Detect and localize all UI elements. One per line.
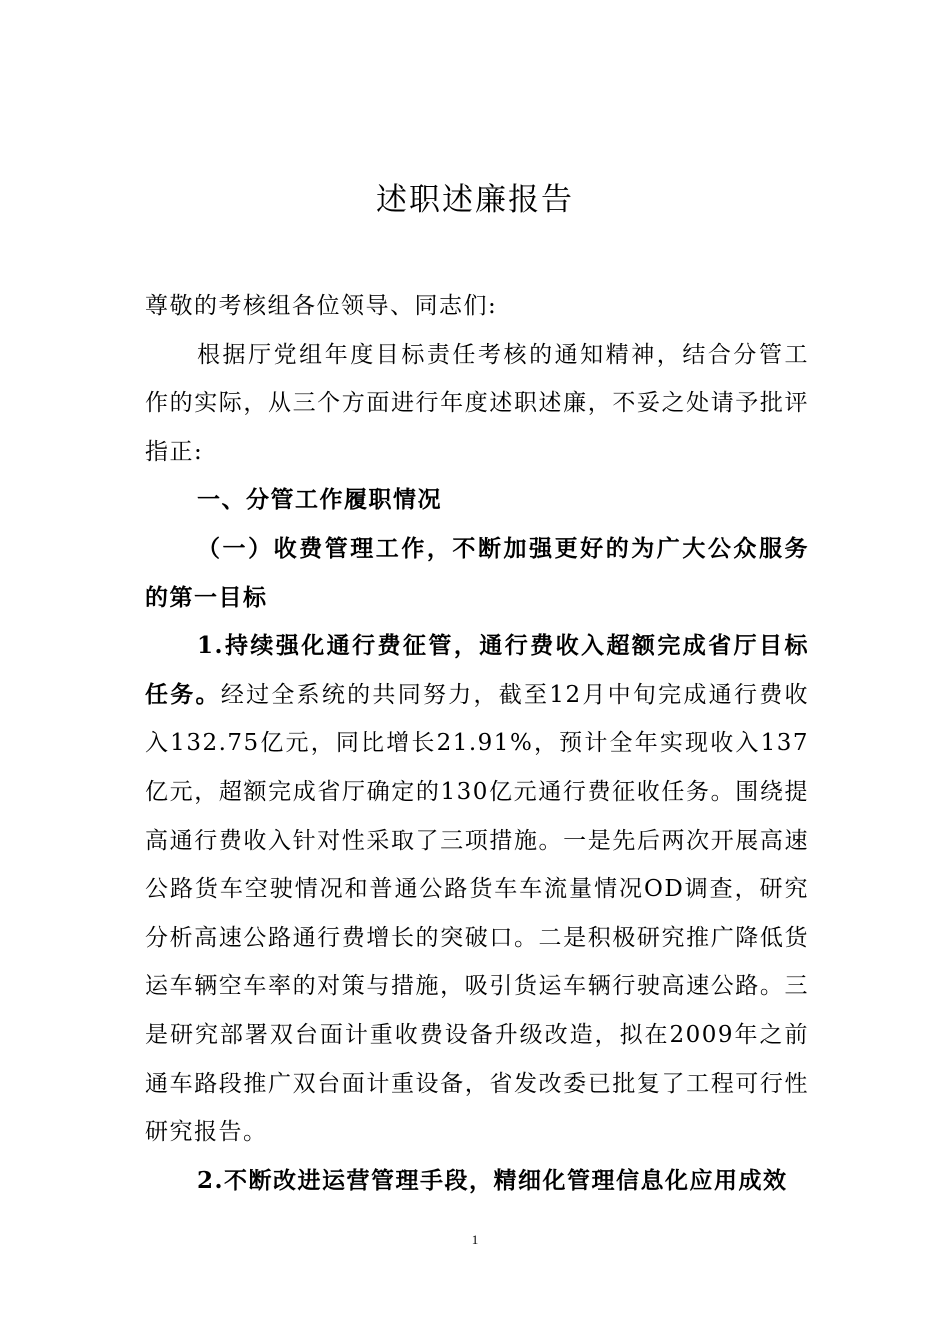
section-heading-1: 一、分管工作履职情况 (197, 487, 442, 514)
page-number: 1 (471, 1232, 479, 1247)
document-title: 述职述廉报告 (376, 182, 574, 218)
item-2-paragraph (145, 1157, 809, 1206)
item-1-lead: 1.持续强化通行费征管，通行费收入超额完成省厅目标任务。 (145, 632, 809, 708)
item-1-paragraph (145, 622, 809, 1157)
subsection-heading-1: （一）收费管理工作，不断加强更好的为广大公众服务的第一目标 (145, 534, 809, 611)
document-body (145, 282, 809, 1205)
item-2-lead: 2.不断改进运营管理手段，精细化管理信息化应用成效 (197, 1166, 788, 1194)
intro-paragraph: 根据厅党组年度目标责任考核的通知精神，结合分管工作的实际，从三个方面进行年度述职述廉，不妥之处请予批评指正: (145, 341, 809, 465)
item-1-body: 经过全系统的共同努力，截至12月中旬完成通行费收入132.75亿元，同比增长21.91%，预计全年实现收入137亿元，超额完成省厅确定的130亿元通行费征收任务。围绕提高通行费收入针对性采取了三项措施。一是先后两次开展高速公路货车空驶情况和普通公路货车车流量情况OD调查，研究分析高速公路通行费增长的突破口。二是积极研究推广降低货运车辆空车率的对策与措施，吸引货运车辆行驶高速公路。三是研究部署双台面计重收费设备升级改造，拟在2009年之前通车路段推广双台面计重设备，省发改委已批复了工程可行性研究报告。 (145, 681, 809, 1146)
salutation: 尊敬的考核组各位领导、同志们: (145, 293, 498, 319)
